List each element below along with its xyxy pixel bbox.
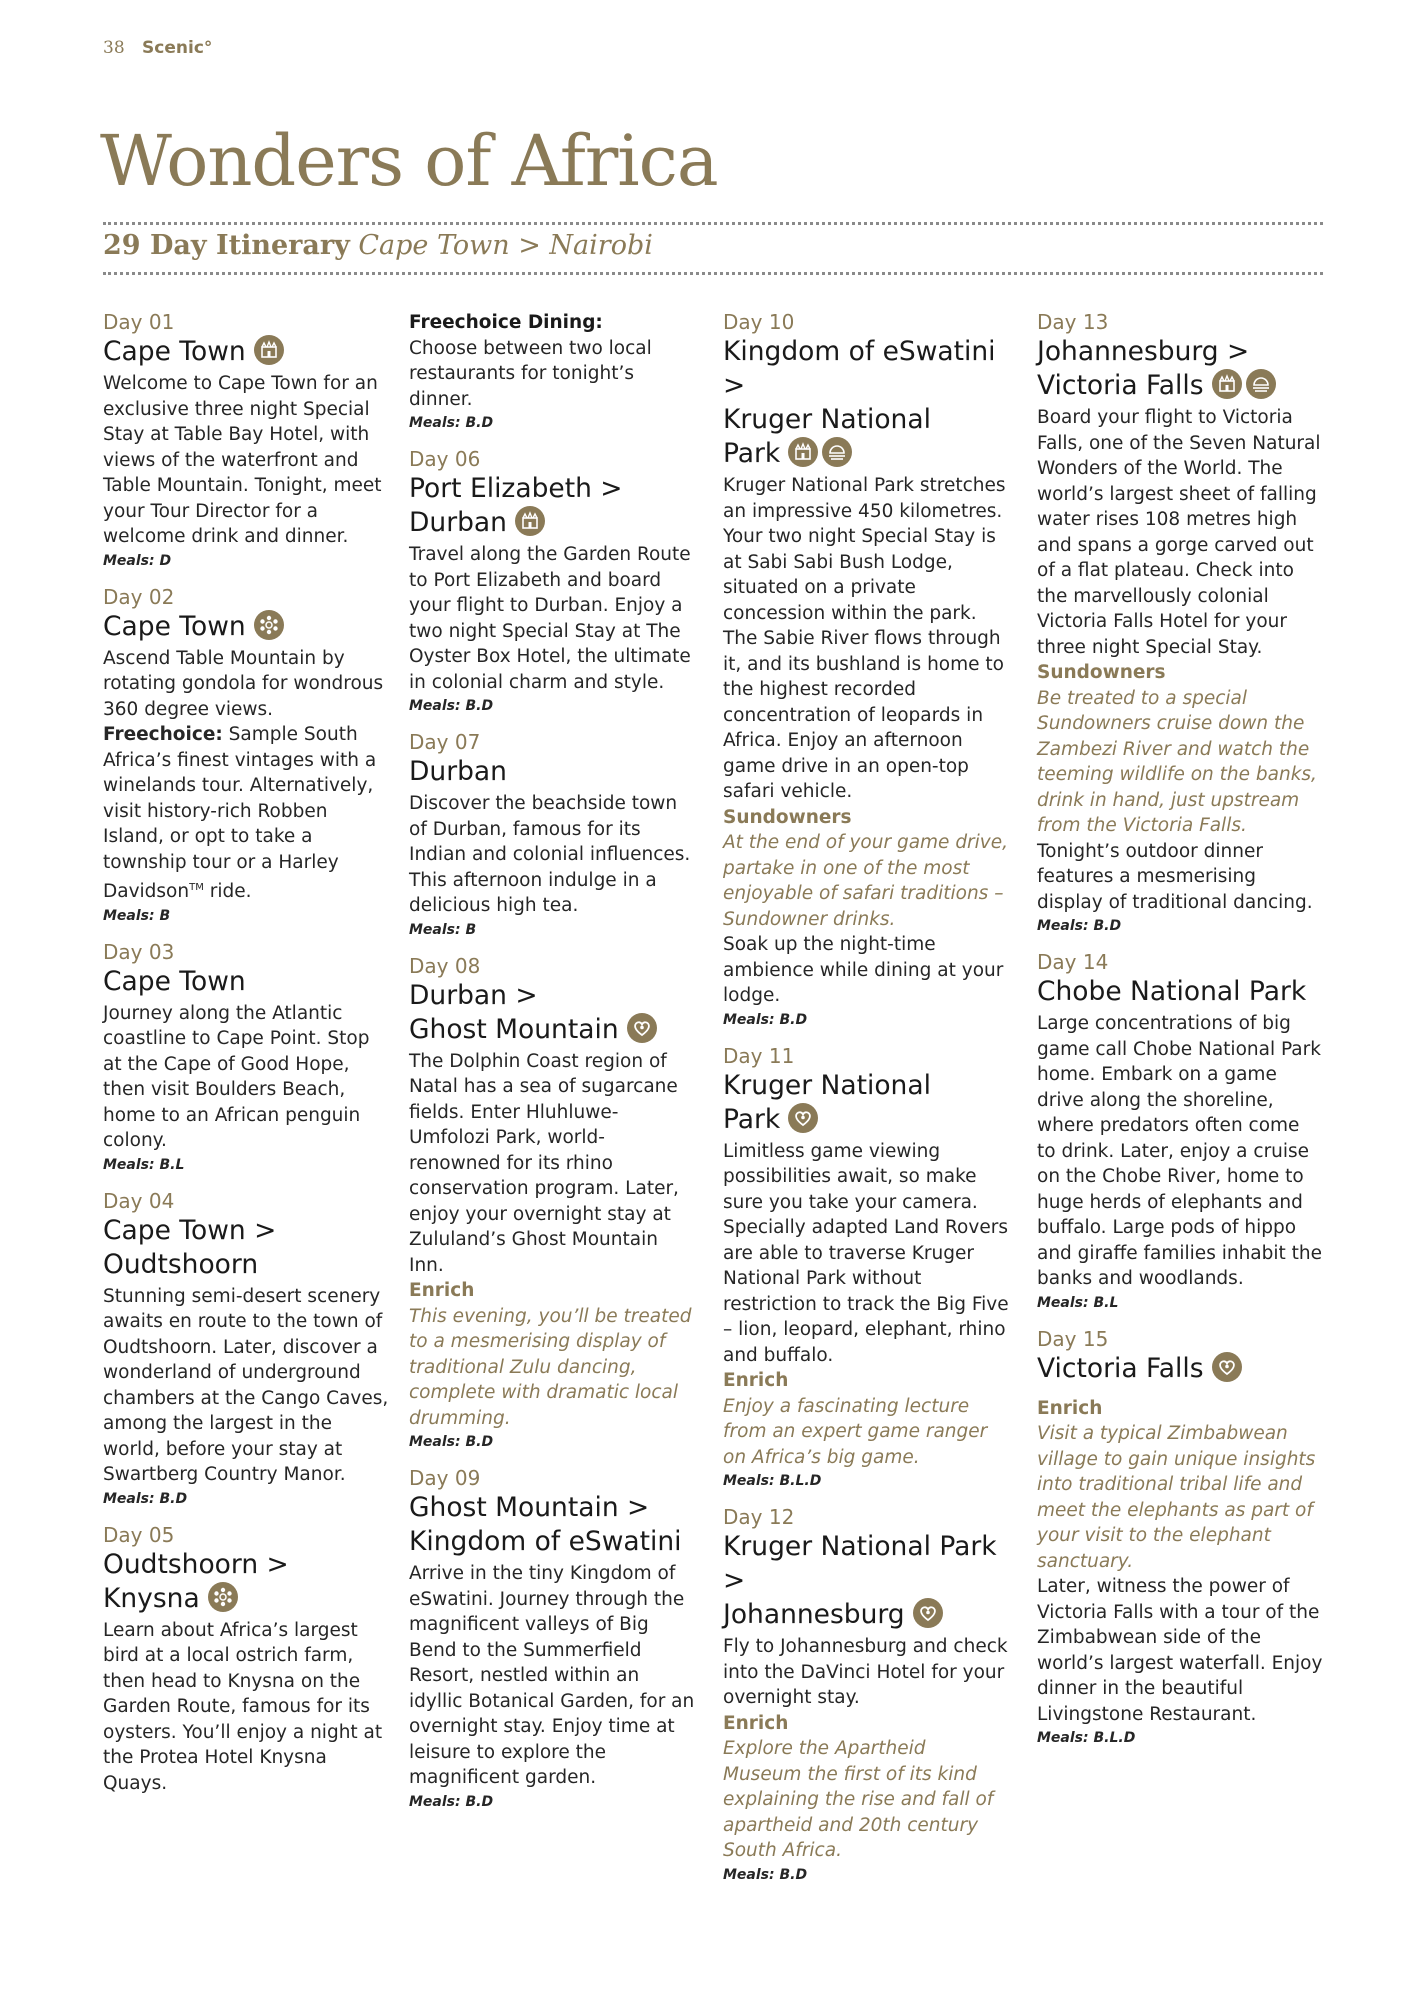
day-destination (103, 610, 389, 644)
destination-line-1: Johannesburg > (1037, 336, 1250, 367)
day-number: Day 15 (1037, 1326, 1109, 1351)
day-description: Fly to Johannesburg and check into the DaVinci Hotel for your overnight stay. (723, 1636, 1008, 1708)
day-number: Day 02 (103, 584, 175, 609)
day-description: Travel along the Garden Route to Port Elizabeth and board your flight to Durban. Enjoy a two night Special Stay at The Oyster Box Hotel, the ultimate in colonial charm and style. (409, 544, 691, 693)
day-destination: Chobe National Park (1037, 976, 1307, 1007)
trademark: TM (189, 882, 204, 893)
enrich-heart-icon (788, 1103, 818, 1133)
destination-line-2: Oudtshoorn (103, 1248, 259, 1280)
destination-line-1: Port Elizabeth > (409, 473, 623, 504)
meals-info: Meals: B.D (409, 1793, 494, 1810)
day-01 (103, 310, 389, 572)
destination-line-1: Cape Town > (103, 1214, 277, 1246)
page-title: Wonders of Africa (100, 120, 718, 202)
enrich-label: Enrich (1037, 1397, 1103, 1419)
day-destination (409, 472, 695, 540)
meals-info: Meals: B (103, 907, 171, 924)
day-description-2: Tonight’s outdoor dinner features a mesmerising display of traditional dancing. (1037, 840, 1313, 913)
hotel-special-stay-icon (254, 335, 284, 365)
day-description: Limitless game viewing possibilities await, so make sure you take your camera. Specially adapted Land Rovers are able to traverse Kruger National Park without restriction to track the Big Five – lion, leopard, elephant, rhino and buffalo. (723, 1140, 1009, 1366)
page-header (103, 38, 212, 58)
meals-info: Meals: B.D (723, 1011, 808, 1028)
day-number: Day 08 (409, 953, 481, 978)
day-number: Day 01 (103, 310, 175, 334)
day-description: Large concentrations of big game call Chobe National Park home. Embark on a game drive along the shoreline, where predators often come to drink. Later, enjoy a cruise on the Chobe River, home to huge herds of elephants and buffalo. Large pods of hippo and giraffe families inhabit the banks and woodlands. (1037, 1013, 1323, 1289)
destination-line-2: Knysna (103, 1582, 200, 1614)
divider-bottom (103, 272, 1323, 275)
column-3 (723, 310, 1009, 1899)
sundowners-label: Sundowners (723, 806, 852, 828)
day-description: The Dolphin Coast region of Natal has a sea of sugarcane fields. Enter Hluhluwe-Umfolozi Park, world-renowned for its rhino conservation program. Later, enjoy your overnight stay at Zululand’s Ghost Mountain Inn. (409, 1050, 679, 1276)
day-number: Day 13 (1037, 310, 1109, 334)
destination-line-2: Durban (409, 507, 507, 538)
day-number: Day 10 (723, 310, 795, 334)
day-number: Day 06 (409, 447, 481, 471)
column-4 (1037, 310, 1323, 1762)
itinerary-subtitle (103, 230, 653, 261)
day-description (103, 646, 389, 905)
day-description-2: Soak up the night-time ambience while dining at your lodge. (723, 934, 1004, 1006)
meals-info: Meals: D (103, 552, 172, 569)
enrich-heart-icon (627, 1013, 657, 1043)
day-description: Stunning semi-desert scenery awaits en route to the town of Oudtshoorn. Later, discover a wonderland of underground chambers at the Cango Caves, among the largest in the world, before your stay at Swartberg Country Manor. (103, 1285, 389, 1486)
destination-line-2: Kruger National (723, 404, 931, 435)
day-number: Day 04 (103, 1188, 175, 1213)
day-destination (103, 1548, 389, 1616)
destination-line-2: Kingdom of eSwatini (409, 1526, 682, 1557)
sundowner-icon (1246, 369, 1276, 399)
destination-line-2: Victoria Falls (1037, 370, 1204, 401)
meals-info: Meals: B.D (723, 1866, 808, 1883)
meals-info: Meals: B.L (1037, 1294, 1119, 1311)
destination-line-1: Durban > (409, 979, 538, 1011)
day-06 (409, 447, 695, 717)
itinerary-route: Cape Town > Nairobi (358, 230, 653, 261)
day-13 (1037, 310, 1323, 937)
destination-text: Victoria Falls (1037, 1352, 1204, 1384)
meals-info: Meals: B.L.D (1037, 1730, 1136, 1746)
enrich-heart-icon (1212, 1352, 1242, 1382)
destination-line-1: Kruger National (723, 1069, 931, 1101)
day-description: Later, witness the power of Victoria Falls with a tour of the Zimbabwean side of the world’s largest waterfall. Enjoy dinner in the beautiful Livingstone Restaurant. (1037, 1576, 1323, 1725)
page-number: 38 (103, 38, 125, 58)
day-07 (409, 730, 695, 941)
day-description: Discover the beachside town of Durban, famous for its Indian and colonial influences. This afternoon indulge in a delicious high tea. (409, 793, 691, 916)
meals-info: Meals: B.L (103, 1156, 185, 1173)
brand-name: Scenic° (142, 38, 213, 58)
meals-info: Meals: B.D (409, 1434, 494, 1450)
freechoice-text: Sample South Africa’s finest vintages with a winelands tour. Alternatively, visit history-rich Robben Island, or opt to take a township tour or a Harley Davidson (103, 724, 377, 903)
day-destination (723, 1069, 1009, 1137)
day-destination (103, 1214, 389, 1282)
freechoice-end: ride. (203, 881, 252, 903)
destination-line-1: Kruger National Park > (723, 1531, 997, 1596)
day-15 (1037, 1327, 1323, 1750)
day-destination: Cape Town (103, 965, 246, 997)
description-text: Ascend Table Mountain by rotating gondola for wondrous 360 degree views. (103, 647, 384, 720)
day-destination (723, 1530, 1009, 1632)
enrich-description: Explore the Apartheid Museum the first of its kind explaining the rise and fall of apartheid and 20th century South Africa. (723, 1738, 994, 1861)
destination-text: Cape Town (103, 336, 246, 367)
day-14 (1037, 950, 1323, 1314)
freechoice-label: Freechoice: (103, 724, 223, 745)
meals-info: Meals: B.D (103, 1490, 188, 1507)
sundowners-description: At the end of your game drive, partake in one of the most enjoyable of safari traditions – Sundowner drinks. (723, 832, 1009, 930)
sundowners-description: Be treated to a special Sundowners cruise down the Zambezi River and watch the teeming wildlife on the banks, drink in hand, just upstream from the Victoria Falls. (1037, 687, 1317, 836)
day-number: Day 07 (409, 730, 481, 754)
day-05-continued (409, 310, 695, 434)
day-10 (723, 310, 1009, 1031)
freechoice-dining-label: Freechoice Dining: (409, 312, 603, 333)
freechoice-icon (208, 1582, 238, 1612)
hotel-special-stay-icon (515, 506, 545, 536)
sundowner-icon (822, 437, 852, 467)
day-number: Day 11 (723, 1043, 795, 1068)
divider-top (103, 222, 1323, 225)
meals-info: Meals: B.L.D (723, 1473, 822, 1489)
day-number: Day 14 (1037, 950, 1109, 974)
meals-info: Meals: B.D (409, 415, 494, 431)
meals-info: Meals: B.D (409, 698, 494, 714)
day-destination (103, 335, 389, 369)
day-destination (723, 335, 1009, 471)
sundowners-label: Sundowners (1037, 662, 1166, 683)
itinerary-length: 29 Day Itinerary (103, 230, 350, 261)
day-destination (1037, 335, 1323, 403)
day-number: Day 03 (103, 939, 175, 964)
day-description: Kruger National Park stretches an impressive 450 kilometres. Your two night Special Stay is at Sabi Sabi Bush Lodge, situated on a private concession within the park. The Sabie River flows through it, and its bushland is home to the highest recorded concentration of leopards in Africa. Enjoy an afternoon game drive in an open-top safari vehicle. (723, 475, 1006, 802)
column-1 (103, 310, 389, 1809)
enrich-heart-icon (913, 1598, 943, 1628)
day-description: Arrive in the tiny Kingdom of eSwatini. Journey through the magnificent valleys of Big Bend to the Summerfield Resort, nestled within an idyllic Botanical Garden, for an overnight stay. Enjoy time at leisure to explore the magnificent garden. (409, 1563, 695, 1788)
day-destination (1037, 1352, 1323, 1386)
meals-info: Meals: B (409, 921, 477, 938)
day-destination (409, 1491, 695, 1559)
day-number: Day 05 (103, 1522, 175, 1547)
enrich-label: Enrich (409, 1280, 475, 1301)
hotel-special-stay-icon (788, 437, 818, 467)
column-2 (409, 310, 695, 1826)
destination-line-1: Kingdom of eSwatini > (723, 336, 996, 401)
day-destination: Durban (409, 756, 507, 787)
enrich-description: Visit a typical Zimbabwean village to gain unique insights into traditional tribal life and meet the elephants as part of your visit to the elephant sanctuary. (1037, 1423, 1316, 1572)
enrich-description: Enjoy a fascinating lecture from an expert game ranger on Africa’s big game. (723, 1395, 988, 1468)
destination-line-1: Oudtshoorn > (103, 1548, 289, 1580)
day-11 (723, 1044, 1009, 1493)
hotel-special-stay-icon (1212, 369, 1242, 399)
day-08 (409, 954, 695, 1454)
day-number: Day 12 (723, 1505, 795, 1529)
day-05 (103, 1523, 389, 1797)
destination-line-2: Park (723, 1103, 781, 1135)
day-description: Journey along the Atlantic coastline to Cape Point. Stop at the Cape of Good Hope, then visit Boulders Beach, home to an African penguin colony. (103, 1002, 370, 1152)
day-description: Board your flight to Victoria Falls, one of the Seven Natural Wonders of the World. The world’s largest sheet of falling water rises 108 metres high and spans a gorge carved out of a flat plateau. Check into the marvellously colonial Victoria Falls Hotel for your three night Special Stay. (1037, 407, 1321, 658)
day-destination (409, 979, 695, 1047)
enrich-label: Enrich (723, 1712, 789, 1734)
day-description: Learn about Africa’s largest bird at a local ostrich farm, then head to Knysna on the Garden Route, famous for its oysters. You’ll enjoy a night at the Protea Hotel Knysna Quays. (103, 1619, 383, 1794)
enrich-description: This evening, you’ll be treated to a mesmerising display of traditional Zulu dancing, complete with dramatic local drumming. (409, 1305, 692, 1429)
day-description: Welcome to Cape Town for an exclusive three night Special Stay at Table Bay Hotel, with views of the waterfront and Table Mountain. Tonight, meet your Tour Director for a welcome drink and dinner. (103, 373, 382, 547)
destination-text: Cape Town (103, 610, 246, 642)
destination-line-2: Ghost Mountain (409, 1013, 619, 1045)
destination-line-1: Ghost Mountain > (409, 1492, 650, 1523)
destination-line-3: Park (723, 438, 781, 469)
day-number: Day 09 (409, 1466, 481, 1490)
day-description: Choose between two local restaurants for tonight’s dinner. (409, 337, 652, 410)
enrich-label: Enrich (723, 1370, 789, 1391)
freechoice-icon (254, 610, 284, 640)
day-02 (103, 585, 389, 927)
day-04 (103, 1189, 389, 1510)
day-12 (723, 1505, 1009, 1886)
day-09 (409, 1466, 695, 1813)
meals-info: Meals: B.D (1037, 918, 1122, 934)
day-03 (103, 940, 389, 1176)
destination-line-2: Johannesburg (723, 1599, 905, 1630)
